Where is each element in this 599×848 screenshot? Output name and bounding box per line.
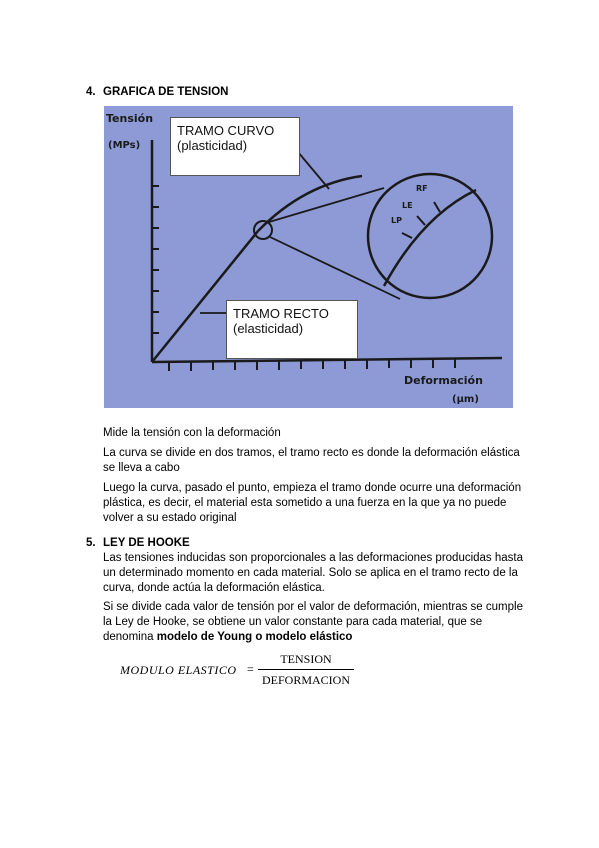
zoom-curve — [384, 190, 476, 286]
paragraph-two-sections: La curva se divide en dos tramos, el tramo recto es donde la deformación elástica se lleva a cabo — [103, 447, 520, 474]
formula-lhs: MODULO ELASTICO — [120, 663, 237, 677]
stress-strain-diagram — [104, 106, 513, 408]
paragraph-plastic: Luego la curva, pasado el punto, empieza el tramo donde ocurre una deformación plástica, es decir, el material esta sometido a una fuerza en la que ya no puede volver a su estado original — [103, 482, 522, 524]
section-5-heading — [86, 537, 190, 549]
zoom-line-upper — [269, 188, 384, 222]
zoom-line-lower — [270, 237, 400, 299]
section-5-title: LEY DE HOOKE — [103, 537, 190, 549]
zoom-label-le: LE — [402, 201, 413, 210]
curve-callout-line2: (plasticidad) — [177, 138, 248, 153]
straight-section-callout — [226, 300, 358, 359]
curve-callout-line1: TRAMO CURVO — [177, 123, 275, 138]
paragraph-measure: Mide la tensión con la deformación — [103, 427, 281, 439]
formula-denominator: DEFORMACION — [261, 673, 350, 687]
y-axis-label: Tensión — [106, 112, 154, 125]
paragraph-hooke: Las tensiones inducidas son proporcionales a las deformaciones producidas hasta un determinado momento en cada material. Solo se aplica en el tramo recto de la curva, donde actúa la deformación elástica. — [103, 552, 524, 594]
straight-callout-line1: TRAMO RECTO — [233, 306, 329, 321]
formula-numerator: TENSION — [280, 652, 332, 666]
paragraph-young — [103, 600, 523, 645]
curved-section-line — [258, 176, 362, 231]
formula-equals: = — [247, 662, 254, 676]
zoom-label-rf: RF — [416, 184, 428, 193]
straight-callout-line2: (elasticidad) — [233, 321, 304, 336]
paragraph-young-text: Si se divide cada valor de tensión por el valor de deformación, mientras se cumple la Ley de Hooke, se obtiene un valor constante para cada material, que se denomina — [103, 601, 523, 643]
section-5-number: 5. — [86, 537, 96, 549]
curve-callout-pointer — [298, 152, 329, 189]
formula-fraction — [258, 652, 354, 688]
young-modulus-term: modelo de Young o modelo elástico — [156, 631, 353, 643]
zoom-label-lp: LP — [391, 216, 402, 225]
stress-strain-figure — [104, 106, 513, 408]
section-4-heading — [86, 86, 228, 98]
section-4-title: GRAFICA DE TENSION — [103, 86, 229, 98]
curve-section-callout — [170, 117, 300, 176]
x-axis-label: Deformación — [404, 374, 483, 387]
x-axis-unit: (μm) — [452, 394, 479, 405]
y-axis-unit: (MPs) — [108, 140, 141, 151]
section-4-number: 4. — [86, 86, 96, 98]
fraction-bar — [258, 669, 354, 670]
yield-point-circle — [254, 221, 272, 239]
